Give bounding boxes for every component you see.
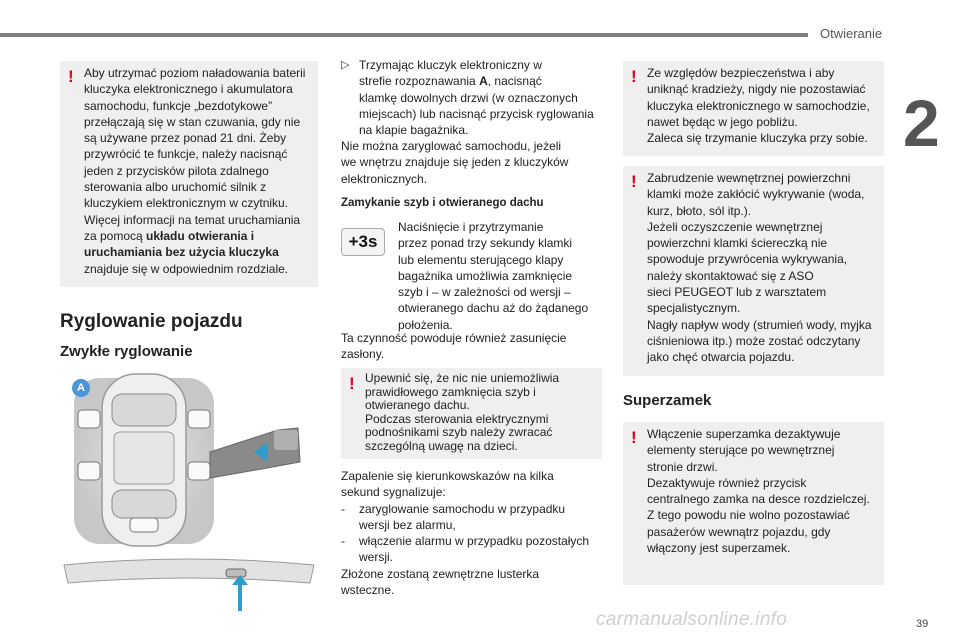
bold-term: układu otwierania i uruchamiania bez użycia kluczyka (84, 228, 279, 260)
plus-3s-icon: +3s (341, 228, 385, 256)
instruction-text: Trzymając kluczyk elektroniczny w strefie rozpoznawania A, nacisnąć klamkę dowolnych drzwi (w oznaczonych miejscach) lub nacisnąć przycisk ryglowania na klapie bagażnika. (359, 58, 594, 138)
list-item: zaryglowanie samochodu w przypadku wersji bez alarmu, (359, 502, 566, 533)
warning-icon: ! (631, 428, 637, 447)
chapter-number: 2 (903, 86, 940, 160)
warning-note-battery (60, 61, 318, 287)
paragraph-indicators: Zapalenie się kierunkowskazów na kilka sekund sygnalizuje: (341, 469, 554, 500)
warning-note-text: Upewnić się, że nic nie uniemożliwia prawidłowego zamknięcia szyb i otwieranego dachu. Podczas sterowania elektrycznymi podnośnikami szyb należy zwracać szczególną uwagę na dzieci. (365, 371, 560, 453)
warning-icon: ! (631, 172, 637, 191)
trunk-button-illustration (60, 555, 318, 615)
warning-icon: ! (68, 67, 74, 86)
car-locking-illustration (60, 370, 318, 550)
section-heading: Ryglowanie pojazdu (60, 311, 243, 332)
warning-note-text: Włączenie superzamka dezaktywuje elementy sterujące po wewnętrznej stronie drzwi. Dezaktywuje również przycisk centralnego zamka na desce rozdzielczej. Z tego powodu nie wolno pozostawiać pasażerów wewnątrz pojazdu, gdy włączony jest superzamek. (647, 427, 870, 556)
warning-note-dirt (623, 166, 884, 376)
list-dash: - (341, 502, 345, 516)
warning-icon: ! (631, 67, 637, 86)
paragraph-key-inside: Nie można zaryglować samochodu, jeżeli we wnętrzu znajduje się jeden z kluczyków elektronicznych. (341, 139, 569, 186)
paragraph-curtain: Ta czynność powoduje również zasunięcie zasłony. (341, 331, 567, 362)
windows-heading: Zamykanie szyb i otwieranego dachu (341, 197, 544, 209)
paragraph-mirrors: Złożone zostaną zewnętrzne lusterka wsteczne. (341, 567, 540, 598)
page-number: 39 (916, 618, 929, 630)
car-top-view-figure (60, 370, 318, 550)
list-item: włączenie alarmu w przypadku pozostałych wersji. (359, 534, 590, 565)
windows-text: Naciśnięcie i przytrzymanie przez ponad trzy sekundy klamki lub elementu sterującego klapy bagażnika umożliwia zamknięcie szyb i – w zależności od wersji – otwieranego dachu aż do żądanego położenia. (398, 220, 589, 332)
warning-note-windows (341, 368, 602, 459)
section-title: Otwieranie (820, 26, 883, 41)
zone-a-badge: A (72, 379, 90, 397)
watermark: carmanualsonline.info (596, 609, 788, 630)
subsection-heading: Zwykłe ryglowanie (60, 343, 193, 360)
bullet-arrow-icon: ▷ (341, 59, 350, 71)
warning-icon: ! (349, 374, 355, 393)
warning-note-theft (623, 61, 884, 156)
header-bar (0, 33, 808, 37)
warning-note-superlock (623, 422, 884, 585)
list-dash: - (341, 534, 345, 548)
trunk-lid-figure (60, 555, 318, 615)
warning-note-text: Zabrudzenie wewnętrznej powierzchni klamki może zakłócić wykrywanie (woda, kurz, błoto, sól itp.). Jeżeli oczyszczenie wewnętrznej powierzchni klamki ściereczką nie spowoduje przywrócenia wykrywania, należy skontaktować się z ASO sieci PEUGEOT lub z warsztatem specjalistycznym. Nagły napływ wody (strumień wody, myjka ciśnieniowa itp.) może zostać odczytany jako chęć otwarcia pojazdu. (647, 171, 872, 365)
superlock-heading: Superzamek (623, 392, 712, 409)
warning-note-text: Ze względów bezpieczeństwa i aby uniknąć kradzieży, nigdy nie pozostawiać kluczyka elektronicznego w samochodzie, nawet będąc w jego pobliżu. Zaleca się trzymanie kluczyka przy sobie. (647, 66, 870, 146)
warning-note-text: Aby utrzymać poziom naładowania baterii kluczyka elektronicznego i akumulatora samochodu, funkcje „bezdotykowe” przełączają się w stan czuwania, gdy nie są używane przez ponad 21 dni. Żeby przywrócić te funkcje, należy nacisnąć jeden z przycisków pilota zdalnego sterowania albo uruchomić silnik z kluczykiem elektronicznym w czytniku. Więcej informacji na temat uruchamiania za pomocą układu otwierania i uruchamiania bez użycia kluczyka znajduje się w odpowiednim rozdziale. (84, 66, 306, 276)
